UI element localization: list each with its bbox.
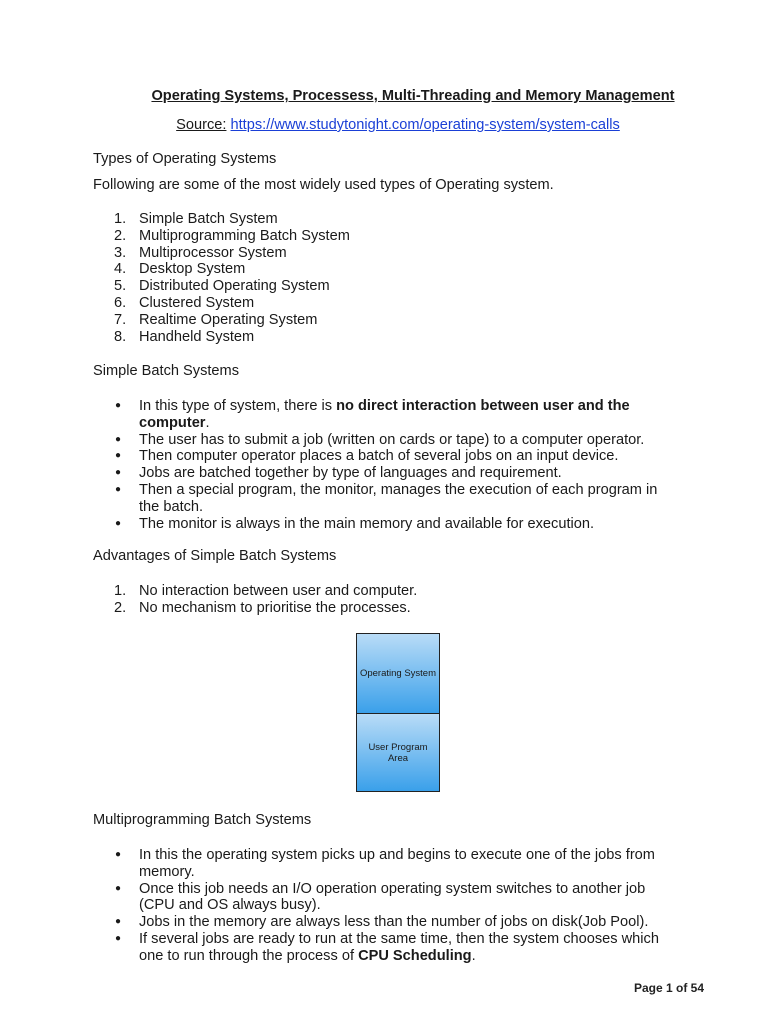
list-item: ● In this type of system, there is no direct interaction between user and the computer. bbox=[115, 398, 630, 431]
page-number: Page 1 of 54 bbox=[633, 981, 704, 995]
list-item: 1. No interaction between user and computer. bbox=[114, 583, 418, 599]
bullet-icon: ● bbox=[115, 882, 122, 894]
source-line bbox=[0, 117, 768, 133]
bullet-icon: ● bbox=[115, 467, 122, 479]
simple-batch-bullets bbox=[93, 398, 703, 532]
list-item: 8. Handheld System bbox=[114, 328, 255, 345]
types-list bbox=[93, 211, 703, 345]
list-item: ● Once this job needs an I/O operation operating system switches to another job (CPU and OS always busy). bbox=[115, 880, 646, 914]
list-item: 4. Desktop System bbox=[114, 261, 246, 278]
list-item: 6. Clustered System bbox=[114, 294, 255, 311]
list-item: ● Then computer operator places a batch of several jobs on an input device. bbox=[115, 448, 619, 465]
document-title: Operating Systems, Processess, Multi-Threading and Memory Management bbox=[151, 88, 675, 104]
bullet-icon: ● bbox=[115, 517, 122, 529]
operating-system-block: Operating System bbox=[357, 634, 439, 714]
bullet-icon: ● bbox=[115, 400, 122, 411]
bullet-icon: ● bbox=[115, 433, 122, 445]
multiprogramming-bullets bbox=[93, 847, 703, 965]
list-item: ● The user has to submit a job (written on cards or tape) to a computer operator. bbox=[115, 431, 645, 448]
source-link[interactable]: https://www.studytonight.com/operating-system/system-calls bbox=[230, 117, 620, 133]
list-item: ● Jobs in the memory are always less than the number of jobs on disk(Job Pool). bbox=[115, 914, 649, 931]
bullet-icon: ● bbox=[115, 916, 122, 928]
section-heading-simple-batch: Simple Batch Systems bbox=[93, 363, 239, 379]
list-item: ● In this the operating system picks up and begins to execute one of the jobs from memory. bbox=[115, 847, 655, 880]
section-heading-multiprogramming: Multiprogramming Batch Systems bbox=[93, 812, 312, 828]
bullet-icon: ● bbox=[115, 849, 122, 860]
types-intro: Following are some of the most widely used types of Operating system. bbox=[93, 177, 554, 193]
list-item: 5. Distributed Operating System bbox=[114, 278, 330, 295]
list-item: ● If several jobs are ready to run at the same time, then the system chooses which one to run through the process of CPU Scheduling. bbox=[115, 930, 659, 964]
section-heading-advantages: Advantages of Simple Batch Systems bbox=[93, 548, 337, 564]
bullet-icon: ● bbox=[115, 450, 122, 462]
list-item: ● The monitor is always in the main memory and available for execution. bbox=[115, 515, 595, 532]
bullet-icon: ● bbox=[115, 483, 122, 495]
advantages-list bbox=[93, 583, 703, 617]
bullet-icon: ● bbox=[115, 932, 122, 944]
list-item: ● Jobs are batched together by type of languages and requirement. bbox=[115, 465, 562, 482]
user-program-area-block: User Program Area bbox=[357, 714, 439, 791]
memory-layout-diagram bbox=[356, 633, 440, 792]
list-item: 7. Realtime Operating System bbox=[114, 311, 318, 328]
list-item: ● Then a special program, the monitor, manages the execution of each program in the batch. bbox=[115, 481, 658, 515]
list-item: 2. No mechanism to prioritise the processes. bbox=[114, 599, 411, 616]
section-heading-types: Types of Operating Systems bbox=[93, 151, 277, 167]
list-item: 1. Simple Batch System bbox=[114, 211, 278, 227]
list-item: 2. Multiprogramming Batch System bbox=[114, 227, 350, 244]
list-item: 3. Multiprocessor System bbox=[114, 244, 287, 261]
source-label: Source: bbox=[176, 117, 227, 133]
